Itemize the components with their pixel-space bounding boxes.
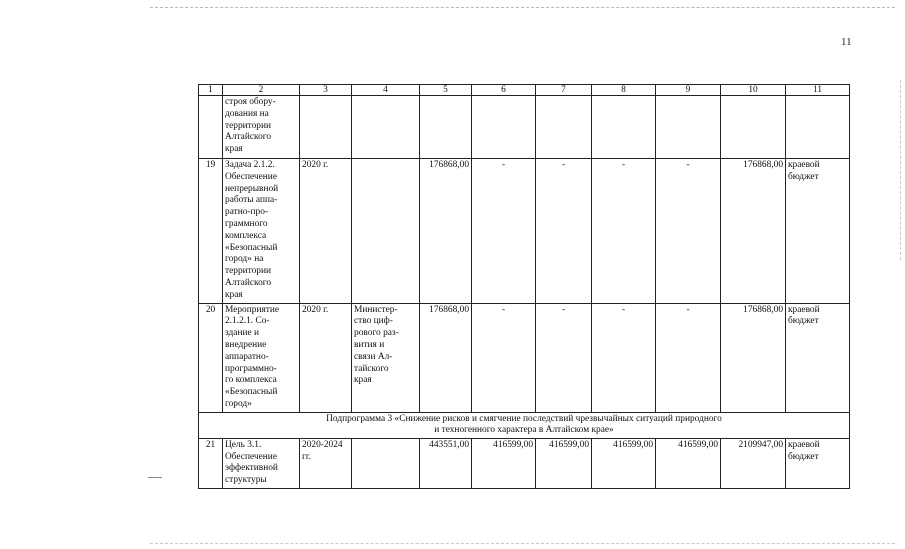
subprogram-row [199, 412, 850, 438]
cell-c6: - [472, 303, 536, 412]
margin-mark [148, 477, 162, 478]
table-row-19 [199, 159, 850, 304]
cell-executor [352, 438, 420, 488]
cell-c5: 176868,00 [420, 303, 472, 412]
col-header-6: 6 [472, 85, 536, 96]
budget-table [198, 84, 850, 489]
col-header-3: 3 [300, 85, 352, 96]
table-row-21 [199, 438, 850, 488]
cell-c7: - [536, 159, 592, 304]
scan-edge-right [900, 80, 901, 260]
cell-c7: - [536, 303, 592, 412]
cell-total [721, 96, 786, 159]
cell-c9 [656, 96, 721, 159]
table-row-20 [199, 303, 850, 412]
cell-c8: - [592, 159, 656, 304]
cell-total: 176868,00 [721, 303, 786, 412]
cell-c5: 443551,00 [420, 438, 472, 488]
table-row-continuation [199, 96, 850, 159]
cell-name: строя обору- дования на территории Алтайского края [223, 96, 300, 159]
cell-period: 2020-2024 гг. [300, 438, 352, 488]
col-header-1: 1 [199, 85, 223, 96]
cell-c7: 416599,00 [536, 438, 592, 488]
cell-name: Задача 2.1.2. Обеспечение непрерывной работы аппа- ратно-про- граммного комплекса «Безопасный город» на территории Алтайского края [223, 159, 300, 304]
cell-source: краевой бюджет [786, 438, 850, 488]
column-number-row [199, 85, 850, 96]
cell-c6 [472, 96, 536, 159]
cell-source: краевой бюджет [786, 303, 850, 412]
cell-name: Цель 3.1. Обеспечение эффективной структуры [223, 438, 300, 488]
cell-c6: - [472, 159, 536, 304]
cell-num: 20 [199, 303, 223, 412]
cell-c9: 416599,00 [656, 438, 721, 488]
cell-num [199, 96, 223, 159]
scan-edge-top [150, 7, 895, 8]
col-header-7: 7 [536, 85, 592, 96]
cell-c5: 176868,00 [420, 159, 472, 304]
cell-c5 [420, 96, 472, 159]
cell-executor [352, 159, 420, 304]
cell-c8: 416599,00 [592, 438, 656, 488]
cell-c8 [592, 96, 656, 159]
cell-c9: - [656, 159, 721, 304]
col-header-2: 2 [223, 85, 300, 96]
cell-c9: - [656, 303, 721, 412]
page-number: 11 [841, 36, 852, 48]
scan-edge-bottom [150, 543, 895, 544]
cell-c6: 416599,00 [472, 438, 536, 488]
col-header-4: 4 [352, 85, 420, 96]
cell-c7 [536, 96, 592, 159]
cell-total: 176868,00 [721, 159, 786, 304]
cell-executor: Министер- ство циф- рового раз- вития и связи Ал- тайского края [352, 303, 420, 412]
cell-source [786, 96, 850, 159]
cell-executor [352, 96, 420, 159]
cell-period: 2020 г. [300, 303, 352, 412]
col-header-5: 5 [420, 85, 472, 96]
subprogram-title: Подпрограмма 3 «Снижение рисков и смягчение последствий чрезвычайных ситуаций природного и техногенного характера в Алтайском крае» [199, 412, 850, 438]
cell-period [300, 96, 352, 159]
cell-period: 2020 г. [300, 159, 352, 304]
cell-c8: - [592, 303, 656, 412]
col-header-10: 10 [721, 85, 786, 96]
cell-source: краевой бюджет [786, 159, 850, 304]
cell-num: 19 [199, 159, 223, 304]
cell-total: 2109947,00 [721, 438, 786, 488]
cell-name: Мероприятие 2.1.2.1. Со- здание и внедрение аппаратно- программно- го комплекса «Безопасный город» [223, 303, 300, 412]
col-header-9: 9 [656, 85, 721, 96]
col-header-8: 8 [592, 85, 656, 96]
cell-num: 21 [199, 438, 223, 488]
col-header-11: 11 [786, 85, 850, 96]
